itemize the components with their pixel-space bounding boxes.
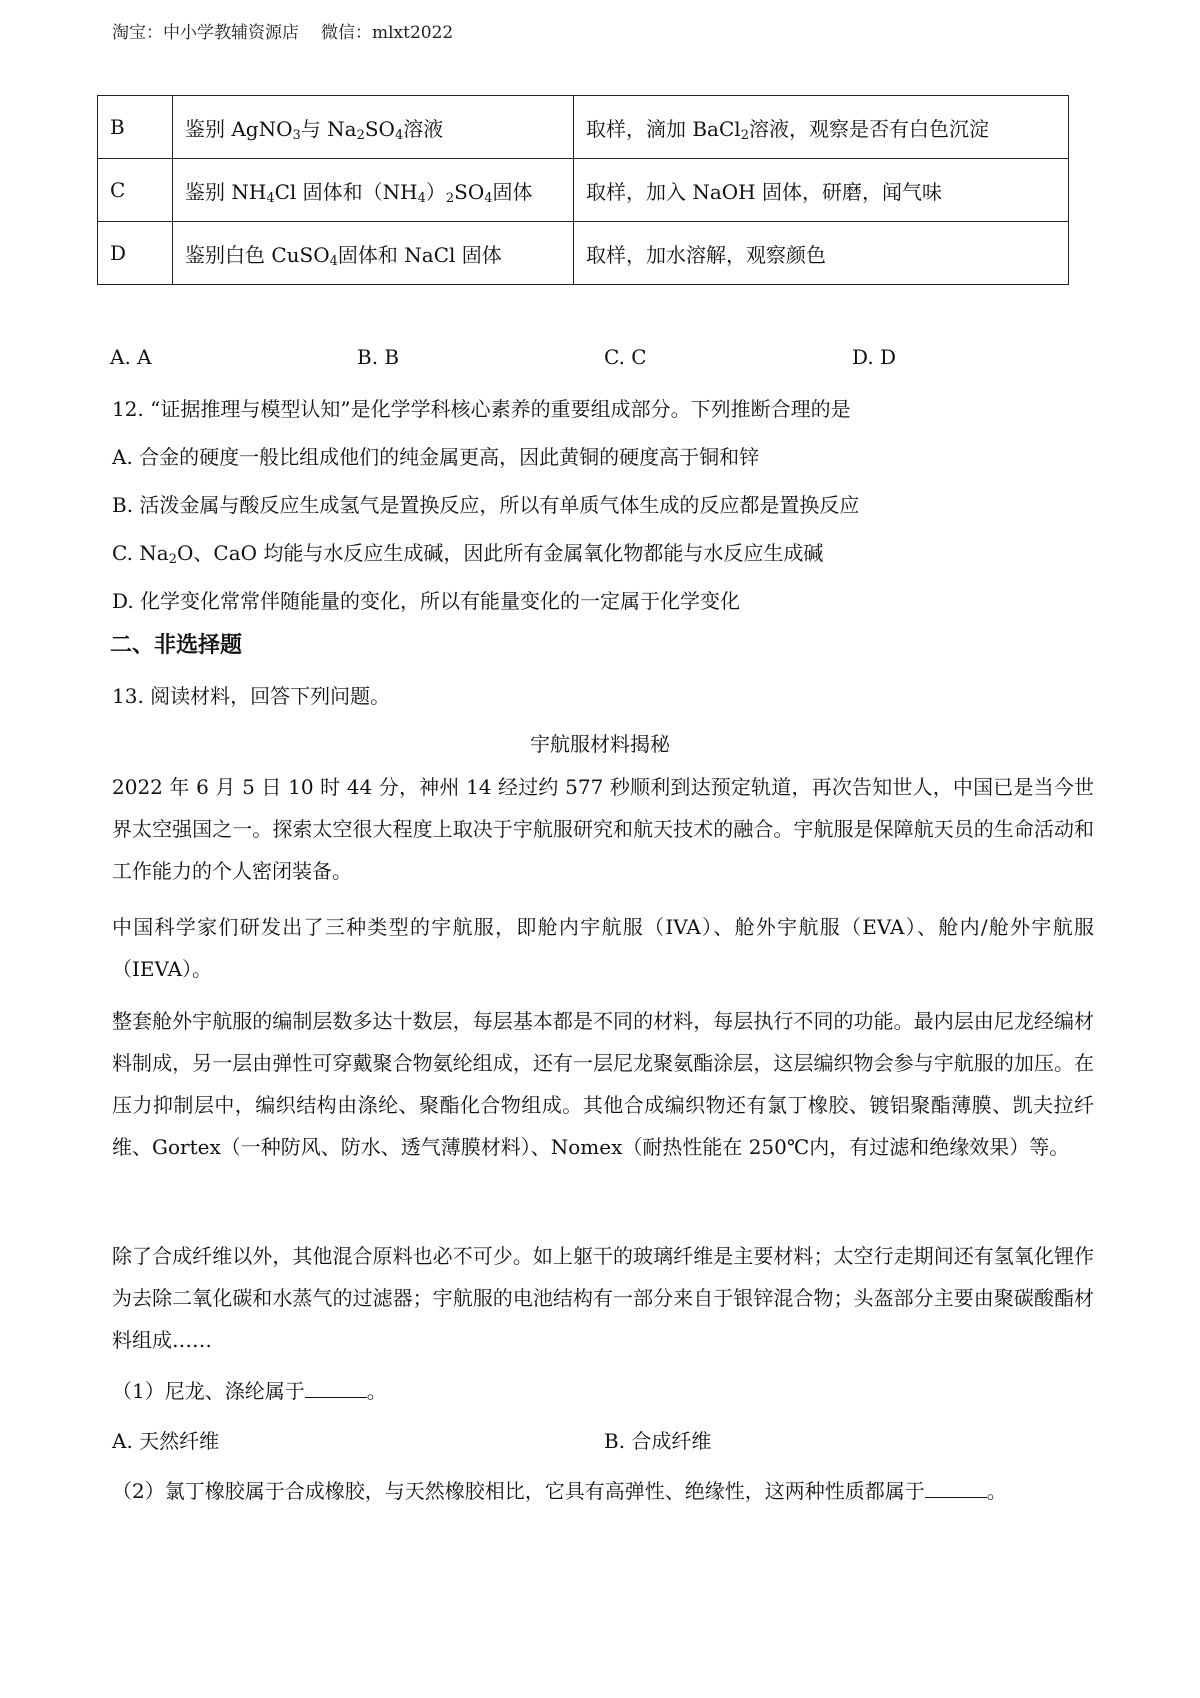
answer-option-a: A. A xyxy=(110,345,152,369)
experiment-table xyxy=(97,95,1069,285)
answer-option-d: D. D xyxy=(852,345,897,369)
row-label: B xyxy=(98,96,173,159)
subquestion-1: （1）尼龙、涤纶属于 。 xyxy=(112,1379,387,1403)
subq1-option-a: A. 天然纤维 xyxy=(112,1429,220,1453)
row-method: 取样，滴加 BaCl$_2$溶液，观察是否有白色沉淀 xyxy=(574,96,1069,159)
row-method: 取样，加水溶解，观察颜色 xyxy=(574,222,1069,285)
table-row xyxy=(98,159,1069,222)
article-title: 宇航服材料揭秘 xyxy=(530,732,670,756)
section-heading: 二、非选择题 xyxy=(110,633,243,658)
page-header xyxy=(112,18,453,43)
question-12-stem: 12. “证据推理与模型认知”是化学学科核心素养的重要组成部分。下列推断合理的是 xyxy=(112,397,851,421)
q12-option-d: D. 化学变化常常伴随能量的变化，所以有能量变化的一定属于化学变化 xyxy=(112,589,741,613)
article-paragraph-1: 2022 年 6 月 5 日 10 时 44 分，神州 14 经过约 577 秒顺利到达预定轨道，再次告知世人，中国已是当今世界太空强国之一。探索太空很大程度上取决于宇航服研究和航天技术的融合。宇航服是保障航天员的生命活动和工作能力的个人密闭装备。 xyxy=(112,775,1094,883)
q12-option-b: B. 活泼金属与酸反应生成氢气是置换反应，所以有单质气体生成的反应都是置换反应 xyxy=(112,493,860,517)
table-row xyxy=(98,222,1069,285)
row-purpose: 鉴别 AgNO$_3$与 $Na_2SO_4$溶液 xyxy=(173,96,574,159)
article-paragraph-4: 除了合成纤维以外，其他混合原料也必不可少。如上躯干的玻璃纤维是主要材料；太空行走期间还有氢氧化锂作为去除二氧化碳和水蒸气的过滤器；宇航服的电池结构有一部分来自于银锌混合物；头盔部分主要由聚碳酸酯材料组成…… xyxy=(112,1244,1094,1352)
q12-option-c: C. $Na_2O$、CaO 均能与水反应生成碱，因此所有金属氧化物都能与水反应生成碱 xyxy=(112,541,824,567)
row-label: D xyxy=(98,222,173,285)
subquestion-2: （2）氯丁橡胶属于合成橡胶，与天然橡胶相比，它具有高弹性、绝缘性，这两种性质都属于 。 xyxy=(112,1479,1007,1503)
row-purpose: 鉴别 $NH_4Cl$ 固体和$(NH_4)_2SO_4$固体 xyxy=(173,159,574,222)
subq1-option-b: B. 合成纤维 xyxy=(604,1429,712,1453)
row-method: 取样，加入 NaOH 固体，研磨，闻气味 xyxy=(574,159,1069,222)
row-purpose: 鉴别白色 CuSO$_4$固体和 NaCl 固体 xyxy=(173,222,574,285)
q12-option-a: A. 合金的硬度一般比组成他们的纯金属更高，因此黄铜的硬度高于铜和锌 xyxy=(112,445,760,469)
answer-blank xyxy=(305,1379,367,1398)
answer-option-c: C. C xyxy=(604,345,647,369)
row-label: C xyxy=(98,159,173,222)
article-paragraph-2: 中国科学家们研发出了三种类型的宇航服，即舱内宇航服（IVA）、舱外宇航服（EVA）、舱内/舱外宇航服（IEVA）。 xyxy=(112,915,1094,981)
answer-blank xyxy=(925,1479,987,1498)
table-row xyxy=(98,96,1069,159)
shop-info: 淘宝：中小学教辅资源店 xyxy=(112,23,299,43)
answer-option-b: B. B xyxy=(357,345,400,369)
question-13-stem: 13. 阅读材料，回答下列问题。 xyxy=(112,684,391,708)
wechat-info: 微信：mlxt2022 xyxy=(321,23,454,43)
article-paragraph-3: 整套舱外宇航服的编制层数多达十数层，每层基本都是不同的材料，每层执行不同的功能。最内层由尼龙经编材料制成，另一层由弹性可穿戴聚合物氨纶组成，还有一层尼龙聚氨酯涂层，这层编织物会参与宇航服的加压。在压力抑制层中，编织结构由涤纶、聚酯化合物组成。其他合成编织物还有氯丁橡胶、镀铝聚酯薄膜、凯夫拉纤维、Gortex（一种防风、防水、透气薄膜材料）、Nomex（耐热性能在 250℃内，有过滤和绝缘效果）等。 xyxy=(112,1009,1094,1159)
